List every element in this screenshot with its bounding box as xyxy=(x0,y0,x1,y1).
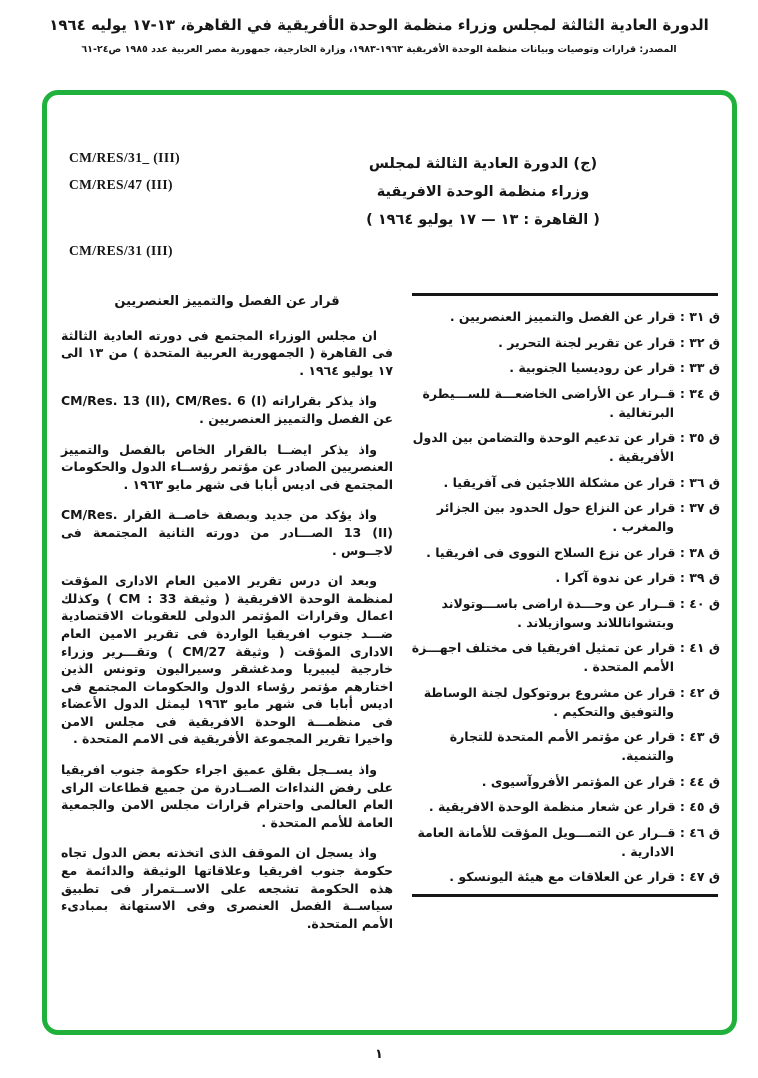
resolution-item: ق ٣٦ : قرار عن مشكلة اللاجئين فى آفريقيا . xyxy=(443,474,720,490)
resolution-item: ق ٤٤ : قرار عن المؤتمر الأفروآسيوى . xyxy=(481,773,720,789)
resolution-item: ق ٤٥ : قرار عن شعار منظمة الوحدة الافريقية . xyxy=(428,799,720,814)
resolution-item: ق ٣٤ : قــرار عن الأراضى الخاضعـــة للســـيطرة البرتغالية . xyxy=(422,385,720,420)
resolution-item: ق ٣٩ : قرار عن ندوة آكرا . xyxy=(555,570,720,585)
resolution-item: ق ٤٣ : قرار عن مؤتمر الأمم المتحدة للتجارة والتنمية. xyxy=(449,729,720,763)
header-title: الدورة العادية الثالثة لمجلس وزراء منظمة الوحدة الأفريقية في القاهرة، ١٣-١٧ يوليه ١٩٦٤ xyxy=(49,16,709,34)
resolution-item: ق ٤٢ : قرار عن مشروع بروتوكول لجنة الوساطة والتوفيق والتحكيم . xyxy=(423,684,720,719)
resolution-title: قرار عن الفصل والتمييز العنصريين xyxy=(114,294,340,309)
resolution-item: ق ٣٣ : قرار عن روديسيا الجنوبية . xyxy=(509,360,720,375)
ref-cm-res-31: CM/RES/31_ (III) xyxy=(69,150,181,165)
section-reference: CM/RES/31 (III) xyxy=(69,243,173,258)
body-paragraph: واذ يسجل ان الموقف الذى اتخذته بعض الدول تجاه حكومة جنوب افريقيا وعلاقاتها الوثيقة والدائمة مع هذه الحكومة تشجعه على الاســتمرار فى تطبيق سياســة الفصل العنصرى وفى الاستهانة بمبادىء الأمم المتحدة. xyxy=(61,845,393,931)
divider-bottom xyxy=(412,894,718,897)
body-paragraph: واذ يذكر بقراراته CM/Res. 13 (II), CM/Res. 6 (I) عن الفصل والتمييز العنصريين . xyxy=(61,393,393,426)
header-source: المصدر: قرارات وتوصيات وبيانات منظمة الوحدة الأفريقية ١٩٦٣-١٩٨٣، وزارة الخارجية، جمهورية مصر العربية عدد ١٩٨٥ ص٢٤-٦١ xyxy=(81,44,677,55)
body-paragraph: واذ يؤكد من جديد وبصفة خاصــة القرار CM/Res. 13 (II) الصـــادر من دورته الثانية المجتمعة فى لاجــوس . xyxy=(61,507,393,558)
divider-top xyxy=(412,293,718,296)
body-paragraph: وبعد ان درس تقرير الامين العام الادارى المؤقت لمنظمة الوحدة الافريقية ( وثيقة CM : 33 ) وكذلك اعمال وقرارات المؤتمر الدولى للعقوبات الاقتصادية ضـــد جنوب افريقيا الواردة فى تقرير الامين العام الادارى المؤقت ( وثيقة CM/27 ) وتقـــرير وزراء خارجية ليبيريا ومدغشقر وسيراليون وتونس الذين اختارهم مؤتمر رؤساء الدول والحكومات المجتمع فى اديس أبابا فى شهر مايو ١٩٦٣ ليمثل الدول الأعضاء فى منظمـــة الوحدة الافريقية فى مجلس الامن واخيرا تقرير المجموعة الأفريقية فى الامم المتحدة . xyxy=(61,573,394,747)
resolution-item: ق ٤٧ : قرار عن العلاقات مع هيئة اليونسكو . xyxy=(449,869,720,884)
body-paragraph: واذ يذكر ايضــا بالقرار الخاص بالفصل والتمييز العنصريين الصادر عن مؤتمر رؤســاء الدول والحكومات المجتمع فى اديس أبابا فى شهر مايو ١٩٦٣ . xyxy=(61,441,393,492)
resolution-item: ق ٣٨ : قرار عن نزع السلاح النووى فى افريقيا . xyxy=(426,544,720,560)
body-paragraph: واذ يســجل بقلق عميق اجراء حكومة جنوب افريقيا على رفض النداءات الصــادرة من جميع قطاعات الراى العام العالمى واحترام قرارات مجلس الامن والجمعية العامة للأمم المتحدة . xyxy=(61,762,393,830)
ref-cm-res-47: CM/RES/47 (III) xyxy=(69,177,173,192)
session-heading-line-1: (ج) الدورة العادية الثالثة لمجلس xyxy=(368,156,598,172)
page-header xyxy=(0,16,758,55)
content-columns xyxy=(61,293,720,945)
reference-labels xyxy=(69,150,264,204)
content-frame xyxy=(42,90,737,1035)
session-heading-block xyxy=(69,150,702,234)
resolution-item: ق ٣٧ : قرار عن النزاع حول الحدود بين الجزائر والمغرب . xyxy=(436,500,720,534)
resolution-item: ق ٤١ : قرار عن تمثيل افريقيا فى مختلف اجهـــزة الأمم المتحدة . xyxy=(411,640,720,674)
resolution-item: ق ٣٢ : قرار عن تقرير لجنة التحرير . xyxy=(498,334,720,350)
session-heading-line-2: وزراء منظمة الوحدة الافريقية xyxy=(376,184,590,200)
resolution-item: ق ٣١ : قرار عن الفصل والتمييز العنصريين . xyxy=(449,309,720,324)
page-number: ١ xyxy=(375,1047,383,1062)
resolution-item: ق ٤٦ : قــرار عن التمـــويل المؤقت للأمانة العامة الادارية . xyxy=(417,824,720,859)
body-paragraph: ان مجلس الوزراء المجتمع فى دورته العادية الثالثة فى القاهرة ( الجمهورية العربية المتحدة ) من ١٣ الى ١٧ يوليو ١٩٦٤ . xyxy=(61,327,393,378)
resolution-item: ق ٤٠ : قــرار عن وحـــدة اراضى باســـوتولاند وبتشواناللاند وسوازيلاند . xyxy=(441,595,720,630)
resolutions-index xyxy=(406,293,720,945)
resolution-body xyxy=(61,293,393,945)
resolution-item: ق ٣٥ : قرار عن تدعيم الوحدة والتضامن بين الدول الأفريقية . xyxy=(412,430,720,464)
session-heading xyxy=(264,150,702,234)
session-heading-line-3: ( القاهرة : ١٣ — ١٧ يوليو ١٩٦٤ ) xyxy=(366,212,600,228)
